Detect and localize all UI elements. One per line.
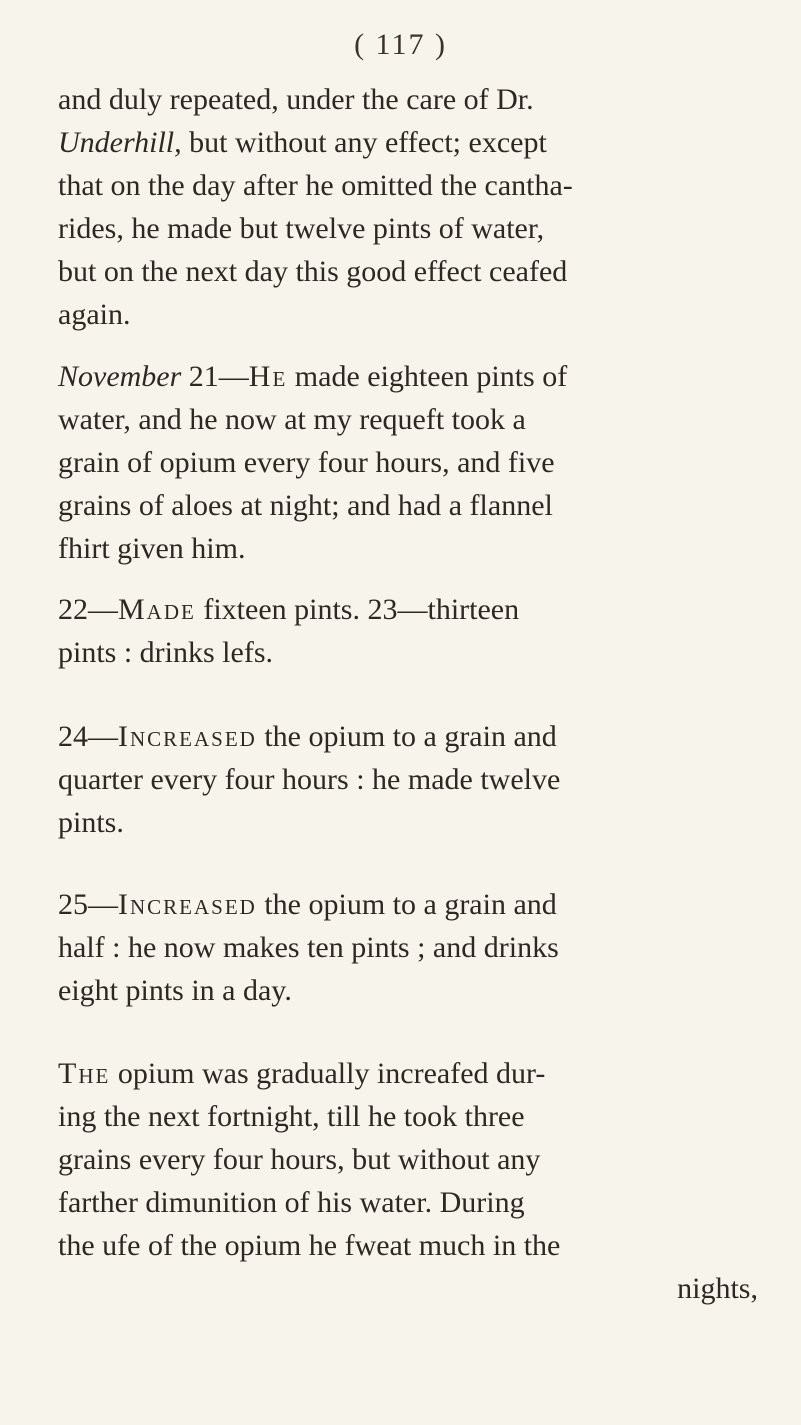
text-line [58,355,758,398]
small-caps-word: Increased [118,888,257,921]
day-number: 21 [181,360,219,393]
text-line: grains of aloes at night; and had a flannel [58,489,553,522]
text-line: fhirt given him. [58,532,246,565]
text-line [58,883,758,926]
text-line: rides, he made but twelve pints of water, [58,212,545,245]
text-line: water, and he now at my requeft took a [58,403,526,436]
paragraph-6 [58,1052,758,1310]
text-line: half : he now makes ten pints ; and drinks [58,931,559,964]
text-line: that on the day after he omitted the cantha- [58,169,573,202]
text-line [58,1052,758,1095]
text-line: pints. [58,806,124,839]
small-caps-word: He [248,360,288,393]
text-run: but without any effect; except [181,126,547,159]
date-november: November [58,360,182,393]
day-number: 22 [58,593,88,626]
text-line: ing the next fortnight, till he took three [58,1100,525,1133]
text-line [58,121,758,164]
text-run: opium was gradually increafed dur- [110,1057,546,1090]
page-number: ( 117 ) [354,28,447,61]
text-line: grain of opium every four hours, and five [58,446,555,479]
text-line: but on the next day this good effect ceafed [58,255,568,288]
em-dash: — [88,720,118,753]
text-line: and duly repeated, under the care of Dr. [58,83,534,116]
text-line: again. [58,298,131,331]
day-number: 25 [58,888,88,921]
text-line [58,588,758,631]
day-number: 24 [58,720,88,753]
em-dash: — [218,360,249,393]
text-run: made eighteen pints of [287,360,568,393]
paragraph-1 [58,78,758,336]
paragraph-4 [58,715,758,844]
text-run: the opium to a grain and [256,720,557,753]
text-line: grains every four hours, but without any [58,1143,541,1176]
small-caps-word: Made [118,593,196,626]
paragraph-5 [58,883,758,1012]
em-dash: — [88,888,118,921]
em-dash: — [88,593,118,626]
text-line: farther dimunition of his water. During [58,1186,525,1219]
small-caps-word: The [58,1057,111,1090]
catchword: nights, [677,1272,758,1305]
paragraph-2 [58,355,758,570]
paragraph-3 [58,588,758,674]
text-run: fixteen pints. 23—thirteen [195,593,520,626]
text-line: quarter every four hours : he made twelve [58,763,561,796]
text-run: the opium to a grain and [256,888,557,921]
small-caps-word: Increased [118,720,257,753]
name-underhill: Underhill, [58,126,182,159]
text-line [58,715,758,758]
text-line: pints : drinks lefs. [58,636,273,669]
text-line: the ufe of the opium he fweat much in the [58,1229,561,1262]
text-line: eight pints in a day. [58,974,292,1007]
